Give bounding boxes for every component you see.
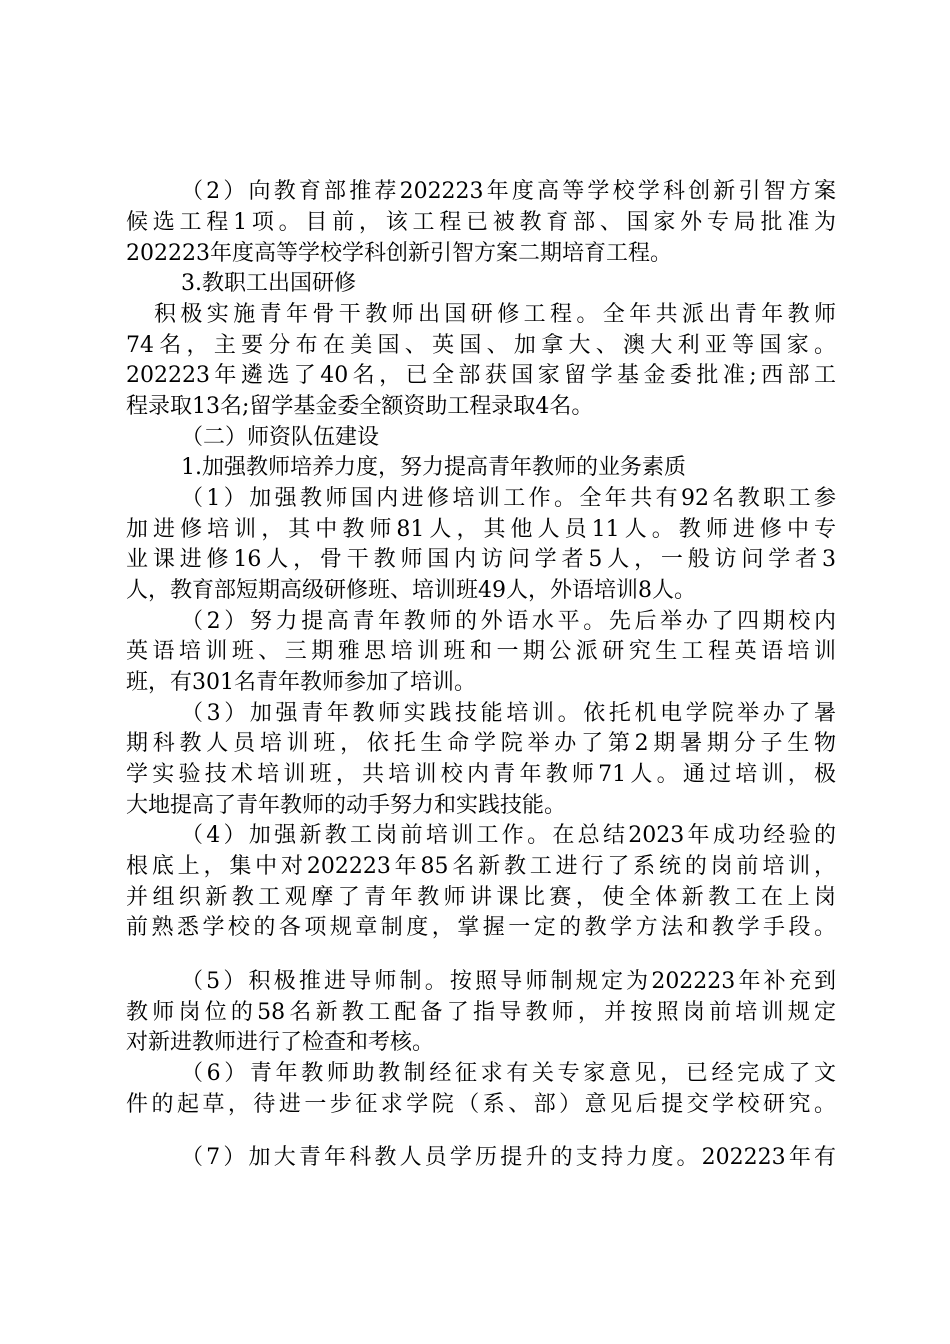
paragraph-line: 前熟悉学校的各项规章制度，掌握一定的教学方法和教学手段。 [126,915,836,940]
paragraph-line: 程录取13名;留学基金委全额资助工程录取4名。 [126,394,594,419]
paragraph-line: （4）加强新教工岗前培训工作。在总结2023年成功经验的 [181,823,836,848]
paragraph-line: （1）加强教师国内进修培训工作。全年共有92名教职工参 [181,486,836,511]
section-heading: 1.加强教师培养力度，努力提高青年教师的业务素质 [181,455,686,480]
paragraph-line: 对新进教师进行了检查和考核。 [126,1030,435,1055]
paragraph-line: 班，有301名青年教师参加了培训。 [126,670,476,695]
section-heading: （二）师资队伍建设 [181,425,380,450]
paragraph-line: （6）青年教师助教制经征求有关专家意见，已经完成了文 [181,1061,836,1086]
paragraph-line: 202223年度高等学校学科创新引智方案二期培育工程。 [126,241,672,266]
paragraph-line: （2）向教育部推荐202223年度高等学校学科创新引智方案 [181,179,836,204]
paragraph-line: 人，教育部短期高级研修班、培训班49人，外语培训8人。 [126,578,696,603]
paragraph-line: 业课进修16人，骨干教师国内访问学者5人，一般访问学者3 [126,547,836,572]
paragraph-line: 加进修培训，其中教师81人，其他人员11人。教师进修中专 [126,517,836,542]
paragraph-line: 英语培训班、三期雅思培训班和一期公派研究生工程英语培训 [126,639,836,664]
paragraph-line: （2）努力提高青年教师的外语水平。先后举办了四期校内 [181,609,836,634]
paragraph-line: 期科教人员培训班，依托生命学院举办了第2期暑期分子生物 [126,731,836,756]
paragraph-line: 大地提高了青年教师的动手努力和实践技能。 [126,793,567,818]
paragraph-line: 根底上，集中对202223年85名新教工进行了系统的岗前培训， [126,854,836,879]
paragraph-line: 候选工程1项。目前，该工程已被教育部、国家外专局批准为 [126,210,836,235]
paragraph-line: 件的起草，待进一步征求学院（系、部）意见后提交学校研究。 [126,1092,836,1117]
paragraph-line: 积极实施青年骨干教师出国研修工程。全年共派出青年教师 [154,302,836,327]
section-heading: 3.教职工出国研修 [181,271,356,296]
paragraph-line: （5）积极推进导师制。按照导师制规定为202223年补充到 [181,969,836,994]
paragraph-line: 202223年遴选了40名，已全部获国家留学基金委批准;西部工 [126,363,836,388]
paragraph-line: 学实验技术培训班，共培训校内青年教师71人。通过培训，极 [126,762,836,787]
paragraph-line: 74名，主要分布在美国、英国、加拿大、澳大利亚等国家。 [126,333,836,358]
paragraph-line: （7）加大青年科教人员学历提升的支持力度。202223年有 [181,1145,836,1170]
paragraph-line: 教师岗位的58名新教工配备了指导教师，并按照岗前培训规定 [126,1000,836,1025]
paragraph-line: （3）加强青年教师实践技能培训。依托机电学院举办了暑 [181,701,836,726]
paragraph-line: 并组织新教工观摩了青年教师讲课比赛，使全体新教工在上岗 [126,885,836,910]
